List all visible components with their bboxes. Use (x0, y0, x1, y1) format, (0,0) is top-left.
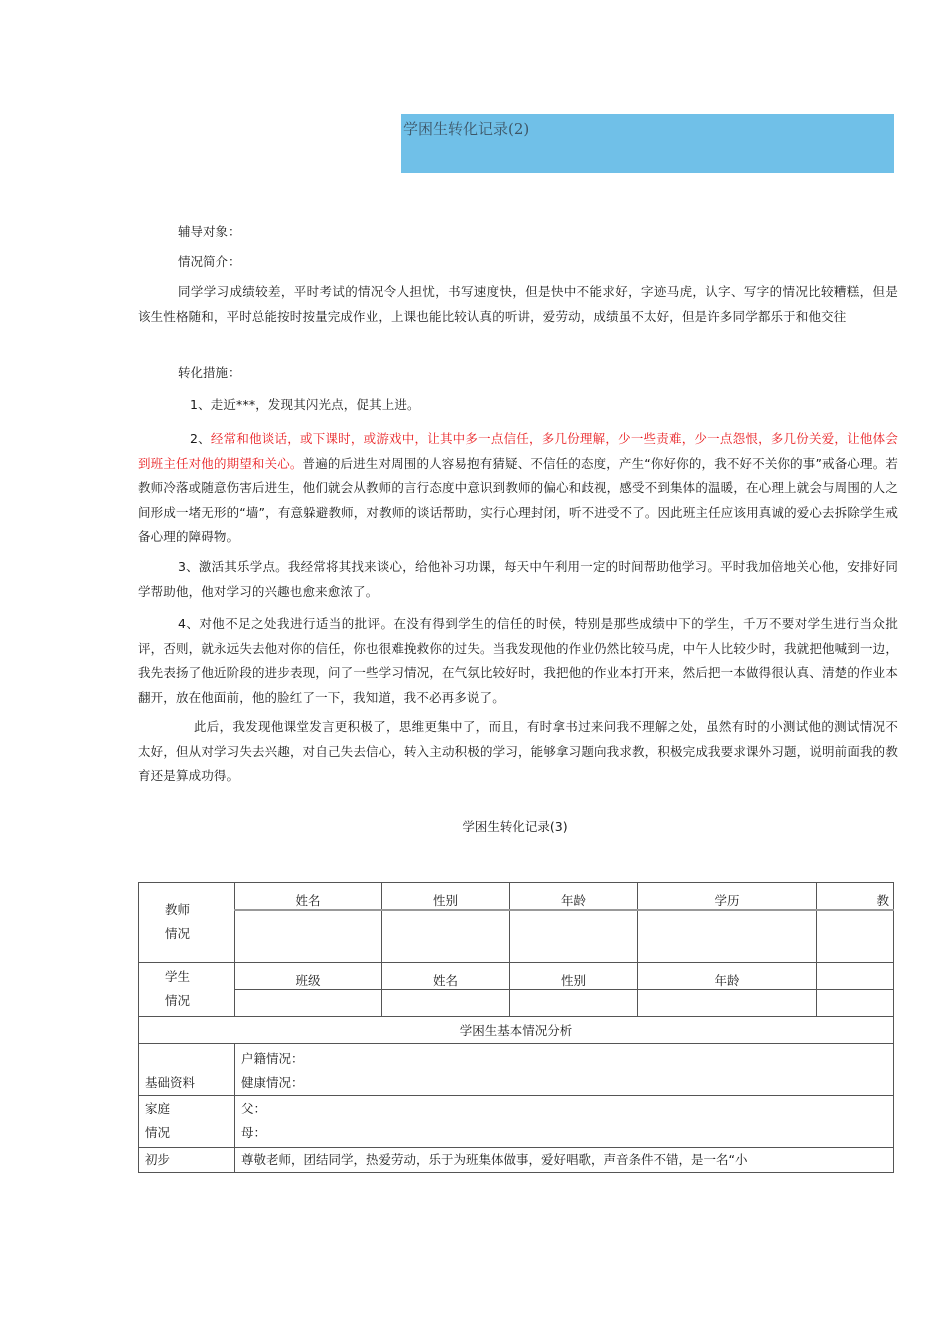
measure-2-prefix: 2、 (190, 431, 211, 446)
record-table (138, 882, 894, 1173)
family-info-label: 家庭 情况 (139, 1095, 235, 1147)
label-intro: 情况简介： (178, 254, 241, 269)
teacher-info-label: 教师 情况 (139, 883, 235, 963)
teacher-col-education: 学历 (638, 883, 817, 911)
conclusion-paragraph: 此后，我发现他课堂发言更积极了，思维更集中了，而且，有时拿书过来问我不理解之处，虽然有时的小测试他的测试情况不太好，但从对学习失去兴趣，对自己失去信心，转入主动积极的学习，能够拿习题向我求教，积极完成我要求课外习题，说明前面我的教育还是算成功得。 (138, 719, 898, 783)
basic-info-content[interactable]: 户籍情况： 健康情况： (235, 1043, 894, 1095)
measure-3: 3、激活其乐学点。我经常将其找来谈心，给他补习功课，每天中午利用一定的时间帮助他学习。平时我加倍地关心他，安排好同学帮助他，他对学习的兴趣也愈来愈浓了。 (138, 559, 898, 599)
student-col-class: 班级 (235, 962, 382, 989)
teacher-education-cell[interactable] (638, 910, 817, 962)
title-banner (401, 114, 894, 173)
student-col-gender: 性别 (510, 962, 638, 989)
student-gender-cell[interactable] (510, 989, 638, 1016)
teacher-gender-cell[interactable] (382, 910, 510, 962)
basic-info-label: 基础资料 (139, 1043, 235, 1095)
student-name-cell[interactable] (382, 989, 510, 1016)
measure-2-body: 普遍的后进生对周围的人容易抱有猜疑、不信任的态度，产生“你好你的，我不好不关你的事”戒备心理。若教师冷落或随意伤害后进生，他们就会从教师的言行态度中意识到教师的偏心和歧视，感受不到集体的温暖，在心理上就会与周围的人之间形成一堵无形的“墙”，有意躲避教师，对教师的谈话帮助，实行心理封闭，听不进受不了。因此班主任应该用真诚的爱心去拆除学生戒备心理的障碍物。 (138, 455, 899, 544)
label-target: 辅导对象： (178, 224, 241, 239)
teacher-col-gender: 性别 (382, 883, 510, 911)
teacher-teach-cell[interactable] (817, 910, 894, 962)
student-col-age: 年龄 (638, 962, 817, 989)
initial-content[interactable]: 尊敬老师，团结同学，热爱劳动，乐于为班集体做事，爱好唱歌，声音条件不错，是一名“小 (235, 1147, 894, 1172)
analysis-title: 学困生基本情况分析 (139, 1016, 894, 1043)
label-measures: 转化措施： (178, 365, 241, 380)
teacher-col-age: 年龄 (510, 883, 638, 911)
family-info-content[interactable]: 父： 母： (235, 1095, 894, 1147)
student-age-cell[interactable] (638, 989, 817, 1016)
measure-4: 4、对他不足之处我进行适当的批评。在没有得到学生的信任的时侯，特别是那些成绩中下的学生，千万不要对学生进行当众批评，否则，就永远失去他对你的信任，你也很难挽救你的过失。当我发现他的作业仍然比较马虎，中午人比较少时，我就把他喊到一边，我先表扬了他近阶段的进步表现，问了一些学习情况，在气氛比较好时，我把他的作业本打开来，然后把一本做得很认真、清楚的作业本翻开，放在他面前，他的脸红了一下，我知道，我不必再多说了。 (138, 616, 898, 705)
student-extra-cell[interactable] (817, 989, 894, 1016)
page-title: 学困生转化记录(2) (403, 120, 530, 138)
student-col-name: 姓名 (382, 962, 510, 989)
initial-label: 初步 (139, 1147, 235, 1172)
teacher-col-teach: 教 (817, 883, 894, 911)
teacher-age-cell[interactable] (510, 910, 638, 962)
student-col-extra (817, 962, 894, 989)
measure-2 (138, 427, 898, 550)
measure-2-highlight: 经常和他谈话，或下课时，或游戏中，让其中多一点信任，多几份理解，少一些责难，少一点怨恨，多几份关爱，让他体会到班主任对他的期望和关心。 (138, 431, 898, 471)
intro-paragraph: 同学学习成绩较差，平时考试的情况令人担忧，书写速度快，但是快中不能求好，字迹马虎，认字、写字的情况比较糟糕，但是该生性格随和，平时总能按时按量完成作业，上课也能比较认真的听讲，爱劳动，成绩虽不太好，但是许多同学都乐于和他交往 (138, 284, 898, 324)
student-info-label: 学生 情况 (139, 962, 235, 1016)
student-class-cell[interactable] (235, 989, 382, 1016)
teacher-col-name: 姓名 (235, 883, 382, 911)
record-3-title: 学困生转化记录(3) (462, 819, 568, 834)
measure-1: 1、走近***，发现其闪光点，促其上进。 (190, 397, 420, 412)
teacher-name-cell[interactable] (235, 910, 382, 962)
